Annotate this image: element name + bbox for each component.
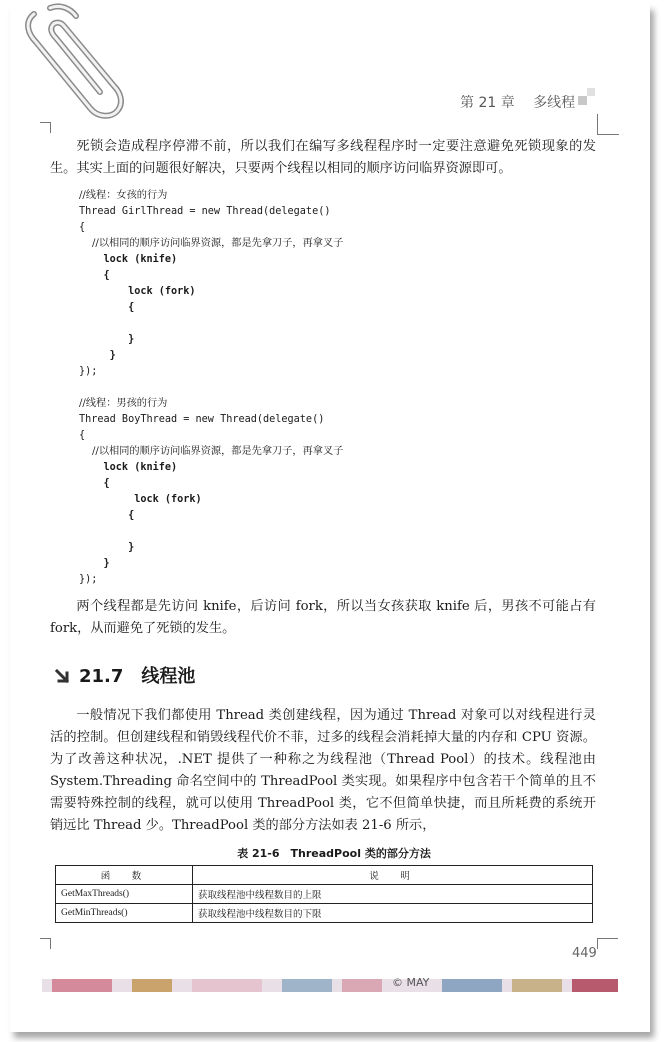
- code-line: Thread BoyThread = new Thread(delegate(): [79, 414, 325, 425]
- decorative-strip: [42, 978, 618, 992]
- running-header: [460, 92, 575, 112]
- section-number: 21.7: [79, 666, 124, 687]
- header-squares-icon: [578, 88, 596, 106]
- code-line: {: [79, 270, 110, 281]
- footer-mark: © MAY: [392, 978, 430, 989]
- code-line: });: [79, 574, 98, 585]
- code-line: {: [79, 510, 135, 521]
- table-header-cell: 函 数: [56, 866, 193, 885]
- crop-mark: [597, 938, 618, 949]
- table-header-row: [56, 866, 593, 885]
- threadpool-paragraph: 一般情况下我们都使用 Thread 类创建线程，因为通过 Thread 对象可以对线程进行灵活的控制。但创建线程和销毁线程代价不菲，过多的线程会消耗掉大量的内存和 CPU 资源。为了改善这种状况，.NET 提供了一种称之为线程池（Thread Pool）的技术。线程池由 System.Threading 命名空间中的 ThreadPool 类实现。如果程序中包含若干个简单的且不需要特殊控制的线程，就可以使用 ThreadPool 类，它不但简单快捷，而且所耗费的系统开销远比 Thread 少。ThreadPool 类的部分方法如表 21-6 所示，: [50, 708, 596, 833]
- code-line: {: [79, 430, 86, 441]
- code-line: lock (knife): [79, 462, 178, 473]
- paperclip-icon: [20, 0, 130, 130]
- table-cell: 获取线程池中线程数目的上限: [193, 885, 593, 904]
- section-title: 线程池: [141, 666, 196, 687]
- code-line: //以相同的顺序访问临界资源，都是先拿刀子，再拿叉子: [79, 446, 344, 457]
- code-line: //以相同的顺序访问临界资源，都是先拿刀子，再拿叉子: [79, 238, 344, 249]
- chapter-title: 多线程: [533, 95, 576, 111]
- code-line: [79, 524, 579, 540]
- crop-mark: [40, 938, 51, 949]
- section-arrow-icon: [55, 669, 73, 685]
- table-cell: GetMaxThreads(): [56, 885, 193, 904]
- page-number: 449: [572, 946, 597, 961]
- intro-paragraph: 死锁会造成程序停滞不前，所以我们在编写多线程程序时一定要注意避免死锁现象的发生。其实上面的问题很好解决，只要两个线程以相同的顺序访问临界资源即可。: [50, 139, 596, 176]
- crop-mark: [597, 114, 610, 134]
- code-line: //线程：男孩的行为: [79, 398, 168, 409]
- code-block: [79, 188, 579, 588]
- section-heading: [55, 662, 195, 688]
- table-cell: GetMinThreads(): [56, 904, 193, 923]
- code-line: [79, 380, 579, 396]
- table-caption: 表 21-6 ThreadPool 类的部分方法: [237, 847, 431, 860]
- after-code-paragraph: 两个线程都是先访问 knife，后访问 fork，所以当女孩获取 knife 后，男孩不可能占有 fork，从而避免了死锁的发生。: [50, 599, 596, 636]
- crop-mark: [597, 134, 619, 147]
- crop-mark: [40, 122, 51, 133]
- code-line: {: [79, 302, 135, 313]
- code-line: }: [79, 558, 110, 569]
- table-cell: 获取线程池中线程数目的下限: [193, 904, 593, 923]
- code-line: {: [79, 222, 86, 233]
- code-line: lock (fork): [79, 494, 202, 505]
- table-row: [56, 904, 593, 923]
- decorative-illustration: [42, 979, 618, 992]
- code-line: }: [79, 350, 116, 361]
- code-line: }: [79, 334, 135, 345]
- code-line: Thread GirlThread = new Thread(delegate(): [79, 206, 331, 217]
- table-header-cell: 说 明: [193, 866, 593, 885]
- methods-table: [55, 865, 593, 923]
- code-line: {: [79, 478, 110, 489]
- code-line: }: [79, 542, 135, 553]
- code-line: });: [79, 366, 98, 377]
- code-line: [79, 316, 579, 332]
- code-line: lock (fork): [79, 286, 196, 297]
- chapter-number: 第 21 章: [460, 95, 515, 111]
- code-line: lock (knife): [79, 254, 178, 265]
- code-line: //线程：女孩的行为: [79, 190, 168, 201]
- table-row: [56, 885, 593, 904]
